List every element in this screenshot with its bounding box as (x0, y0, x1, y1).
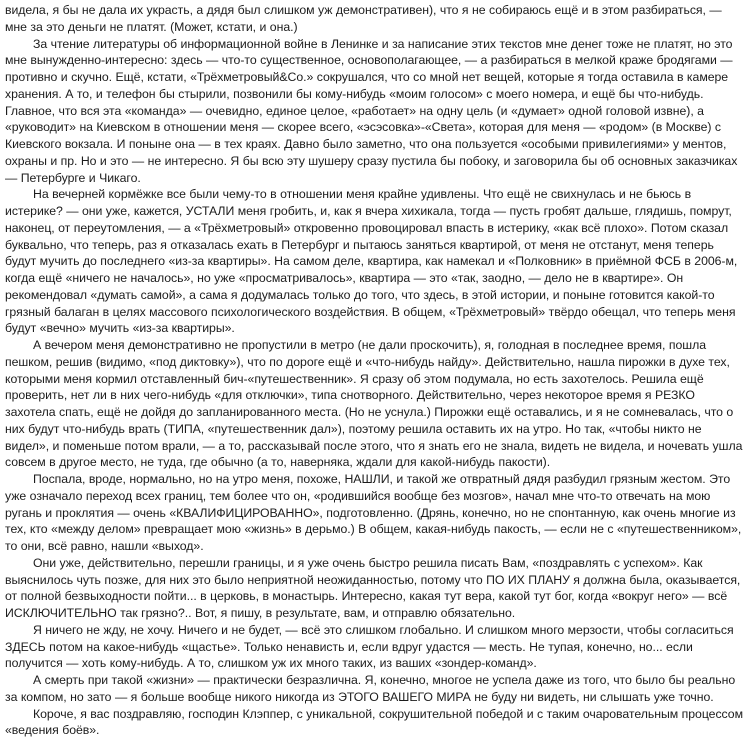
paragraph-8: А смерть при такой «жизни» — практически безразлична. Я, конечно, многое не успела даже из того, что было бы реально за компом, но зато — я больше вообще никого никогда из ЭТОГО ВАШЕГО МИРА не буду ни видеть, ни слышать уже точно. (5, 673, 736, 704)
paragraph-6: Они уже, действительно, перешли границы, и я уже очень быстро решила писать Вам, «поздравлять с успехом». Как выяснилось чуть позже, для них это было неприятной неожиданностью, потому что ПО ИХ ПЛАНУ я должна была, оказывается, от полной безвыходности пойти... в церковь, в монастырь. Интересно, какая тут вера, какой тут бог, когда «вокруг него» — всё ИСКЛЮЧИТЕЛЬНО так грязно?.. Вот, я пишу, в результате, вам, и отправлю обязательно. (5, 555, 741, 620)
paragraph-2: За чтение литературы об информационной войне в Ленинке и за написание этих текстов мне денег тоже не платят, но это мне вынужденно-интересно: здесь — что-то существенное, основополагающее, — а разбираться в мелкой краже бродягами — противно и скучно. Ещё, кстати, «Трёхметровый&Co.» сокрушался, что со мной нет вещей, которые я тогда оставила в камере хранения. А то, и телефон бы стырили, позвонили бы кому-нибудь «моим голосом» с моего номера, и ещё бы что-нибудь. Главное, что вся эта «команда» — очевидно, единое целое, «работает» на одну цель (и «думает» одной головой извне), а «руководит» на Киевском в отношении меня — скорее всего, «эсэсовка»-«Света», которая для меня — «родом» (в Москве) с Киевского вокзала. И поныне она — в тех краях. Давно было заметно, что она пользуется «особыми привилегиями» у ментов, охраны и пр. Но и это — не интересно. Я бы всю эту шушеру сразу пустила бы побоку, и заговорила бы об основных заказчиках — Петербурге и Чикаго. (5, 36, 738, 185)
paragraph-4: А вечером меня демонстративно не пропустили в метро (не дали проскочить), я, голодная в последнее время, пошла пешком, решив (видимо, «под диктовку»), что по дороге ещё и «что-нибудь найду». Действительно, нашла пирожки в духе тех, которыми меня кормил отставленный бич-«путешественник». Я сразу об этом подумала, но есть захотелось. Решила ещё проверить, нет ли в них чего-нибудь «для отключки», типа снотворного. Действительно, через некоторое время я РЕЗКО захотела спать, ещё не дойдя до запланированного места. (Но не уснула.) Пирожки ещё оставались, и я не сомневалась, что о них будут что-нибудь врать (ТИПА, «путешественник дал»), поэтому решила оставить их на утро. Но так, «чтобы никто не видел», и поменьше потом врали, — а то, рассказывай после этого, что я знать его не знала, видеть не видела, и ночевать ушла совсем в другое место, не туда, где обычно (а то, наверняка, ждали для какой-нибудь пакости). (5, 338, 743, 470)
paragraph-7: Я ничего не жду, не хочу. Ничего и не будет, — всё это слишком глобально. И слишком много мерзости, чтобы согласиться ЗДЕСЬ потом на какое-нибудь «щастье». Только ненависть и, если вдруг удастся — месть. Не тупая, конечно, но... если получится — хоть кому-нибудь. А то, слишком уж их много таких, из ваших «зондер-команд». (5, 622, 734, 671)
paragraph-5: Поспала, вроде, нормально, но на утро меня, похоже, НАШЛИ, и такой же отвратный дядя разбудил грязным жестом. Это уже означало переход всех границ, тем более что он, «родившийся вообще без мозгов», начал мне что-то отвечать на мою ругань и проклятия — очень «КВАЛИФИЦИРОВАННО», подготовленно. (Дрянь, конечно, но не спонтанную, как очень многие из тех, кто «между делом» превращает мою «жизнь» в дерьмо.) В общем, какая-нибудь пакость, — если не с «путешественником», то они, всё равно, нашли «выход». (5, 472, 742, 553)
paragraph-continuation: видела, я бы не дала их украсть, а дядя был слишком уж демонстративен), что я не собираюсь ещё и в этом разбираться, — мне за это деньги не платят. (Может, кстати, и она.) (5, 3, 722, 34)
paragraph-9: Короче, я вас поздравляю, господин Клэппер, с уникальной, сокрушительной победой и с таким очаровательным процессом «ведения боёв». (5, 706, 743, 738)
paragraph-3: На вечерней кормёжке все были чему-то в отношении меня крайне удивлены. Что ещё не свихнулась и не бьюсь в истерике? — они уже, кажется, УСТАЛИ меня гробить, и, как я вчера хихикала, тогда — пусть гробят дальше, глядишь, помрут, наконец, от переутомления, — а «Трёхметровый» откровенно провоцировал впасть в истерику, «как всё плохо». Потом сказал буквально, что теперь, раз я отказалась ехать в Петербург и пытаюсь заняться квартирой, от меня не отстанут, меня теперь будут мучить до последнего «из-за квартиры». На самом деле, квартира, как намекал и «Полковник» в приёмной ФСБ в 2006-м, когда ещё «ничего не началось», но уже «просматривалось», квартира — это «так, заодно, — дело не в квартире». Он рекомендовал «думать самой», а сама я додумалась только до того, что здесь, в этой истории, и поныне готовится какой-то грязный балаган в целях массового психологического воздействия. В общем, «Трёхметровый» твёрдо обещал, что теперь меня будут «вечно» мучить «из-за квартиры». (5, 187, 738, 336)
